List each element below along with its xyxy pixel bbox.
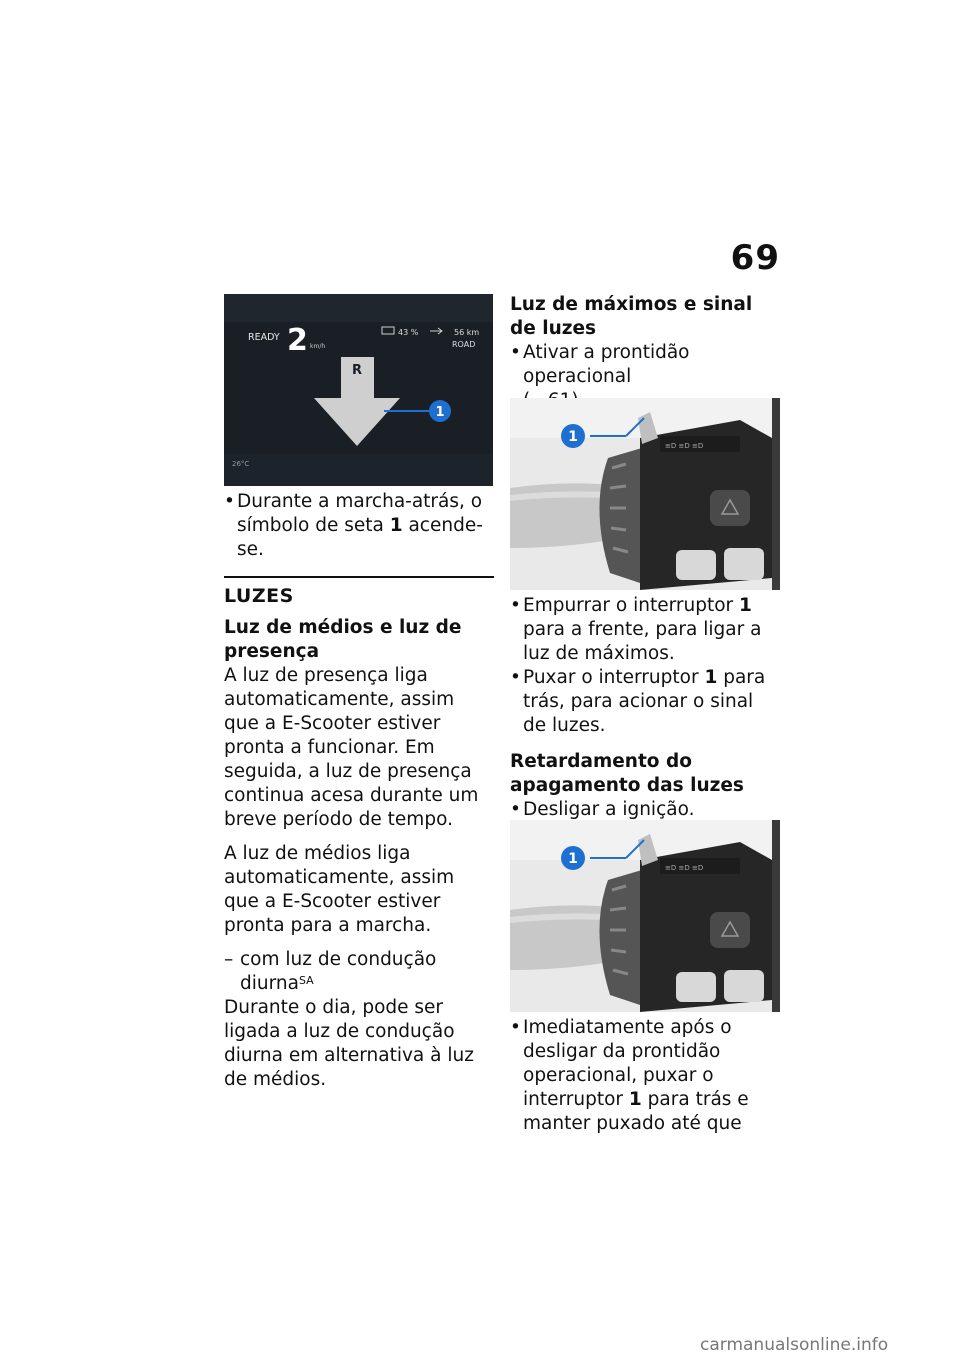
left-column <box>224 490 494 1092</box>
right-column-bottom <box>510 1016 782 1136</box>
speed-value: 2 <box>287 323 308 358</box>
delay-procedure-bullet: • Imediatamente após o desligar da prontidão operacional, puxar o interruptor 1 para trás e manter puxado até que <box>510 1016 782 1136</box>
sa-marker: SA <box>298 973 314 987</box>
callout-number: 1 <box>568 851 578 867</box>
handlebar-switch-illustration <box>510 820 780 1012</box>
temperature: 26°C <box>232 460 250 468</box>
right-column-middle <box>510 594 782 822</box>
speed-unit: km/h <box>310 343 326 350</box>
hazard-button <box>710 490 750 526</box>
handlebar-switch-figure-1 <box>510 398 780 590</box>
ready-label: READY <box>248 332 280 343</box>
subheading-high-beam: Luz de máximos e sinal de luzes <box>510 294 753 339</box>
push-switch-bullet: • Empurrar o interruptor 1 para a frente, para ligar a luz de máximos. <box>510 594 782 666</box>
light-symbols: ≡D ≡D ≡D <box>665 442 704 450</box>
ride-mode: ROAD <box>452 340 476 349</box>
pull-switch-bullet: • Puxar o interruptor 1 para trás, para acionar o sinal de luzes. <box>510 666 782 738</box>
callout-number: 1 <box>568 429 578 445</box>
dashboard-illustration <box>224 294 493 486</box>
footer-watermark: carmanualsonline.info <box>700 1335 889 1355</box>
right-column-top <box>510 293 782 414</box>
paragraph-parking-light: A luz de presença liga automaticamente, assim que a E-Scooter estiver pronta a funcionar. Em seguida, a luz de presença continua acesa durante um breve período de tempo. <box>224 664 479 830</box>
handlebar-switch-figure-2 <box>510 820 780 1012</box>
battery-level: 43 % <box>398 328 419 337</box>
reverse-bullet: • Durante a marcha-atrás, o símbolo de seta 1 acende-se. <box>224 490 494 562</box>
paragraph-daytime-light: Durante o dia, pode ser ligada a luz de condução diurna em alternativa à luz de médios. <box>224 996 474 1090</box>
gear-symbol: R <box>351 363 363 378</box>
subheading-light-delay: Retardamento do apagamento das luzes <box>510 751 744 796</box>
section-rule <box>224 576 494 578</box>
handlebar-switch-illustration <box>510 398 780 590</box>
subheading-low-beam: Luz de médios e luz de presença <box>224 616 462 662</box>
light-symbols: ≡D ≡D ≡D <box>665 864 704 872</box>
range-value: 56 km <box>454 328 480 337</box>
section-title: LUZES <box>224 584 294 607</box>
dash-item-daytime-light: – com luz de condução diurna$^{SA}$ <box>224 948 494 996</box>
callout-number: 1 <box>435 405 445 420</box>
activate-bullet: • Ativar a prontidão operacional <box>510 341 782 414</box>
paragraph-low-beam: A luz de médios liga automaticamente, assim que a E-Scooter estiver pronta para a marcha. <box>224 842 455 936</box>
dashboard-figure <box>224 294 493 486</box>
page-number: 69 <box>730 238 780 278</box>
ignition-off-bullet: • Desligar a ignição. <box>510 798 782 822</box>
hazard-button <box>710 912 750 948</box>
